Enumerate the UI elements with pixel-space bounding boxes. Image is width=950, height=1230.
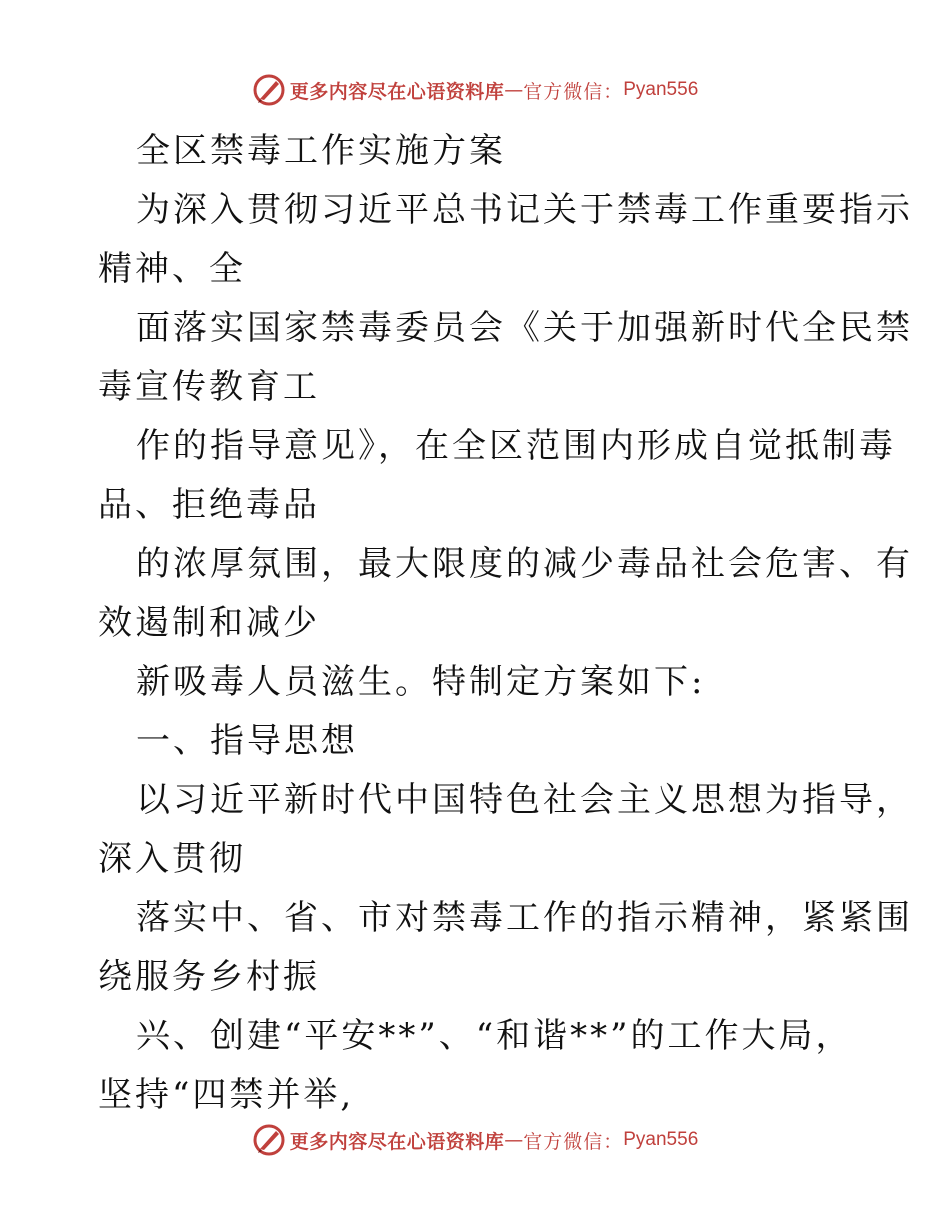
document-body — [98, 122, 913, 1125]
quill-logo-icon — [252, 73, 286, 107]
doc-line: 绕服务乡村振 — [98, 957, 320, 997]
watermark-wechat-id: Pyan556 — [623, 79, 699, 100]
doc-line: 的浓厚氛围，最大限度的减少毒品社会危害、有 — [136, 544, 913, 584]
watermark-site-text: 更多内容尽在心语资料库 — [289, 80, 505, 103]
doc-line: 以习近平新时代中国特色社会主义思想为指导， — [136, 780, 913, 820]
watermark-wechat-id: Pyan556 — [623, 1129, 699, 1150]
watermark-separator: — — [504, 1129, 524, 1151]
watermark-site-text: 更多内容尽在心语资料库 — [289, 1130, 505, 1153]
watermark-wechat-label: 官方微信： — [523, 80, 624, 103]
doc-line: 深入贯彻 — [98, 839, 246, 879]
doc-line: 兴、创建“平安**”、“和谐**”的工作大局， — [136, 1016, 853, 1056]
doc-line: 落实中、省、市对禁毒工作的指示精神，紧紧围 — [136, 898, 913, 938]
doc-line: 面落实国家禁毒委员会《关于加强新时代全民禁 — [136, 308, 913, 348]
section-heading: 一、指导思想 — [136, 721, 358, 761]
doc-line: 品、拒绝毒品 — [98, 485, 320, 525]
doc-line: 毒宣传教育工 — [98, 367, 320, 407]
doc-line: 效遏制和减少 — [98, 603, 320, 643]
doc-line: 精神、全 — [98, 249, 246, 289]
footer-watermark — [0, 1120, 950, 1160]
watermark-separator: — — [504, 79, 524, 101]
quill-logo-icon — [252, 1123, 286, 1157]
header-watermark — [0, 70, 950, 110]
doc-line: 坚持“四禁并举, — [98, 1075, 355, 1115]
doc-line: 为深入贯彻习近平总书记关于禁毒工作重要指示 — [136, 190, 913, 230]
doc-title: 全区禁毒工作实施方案 — [136, 131, 506, 171]
watermark-wechat-label: 官方微信： — [523, 1130, 624, 1153]
doc-line: 作的指导意见》，在全区范围内形成自觉抵制毒 — [136, 426, 896, 466]
doc-line: 新吸毒人员滋生。特制定方案如下: — [136, 662, 706, 702]
